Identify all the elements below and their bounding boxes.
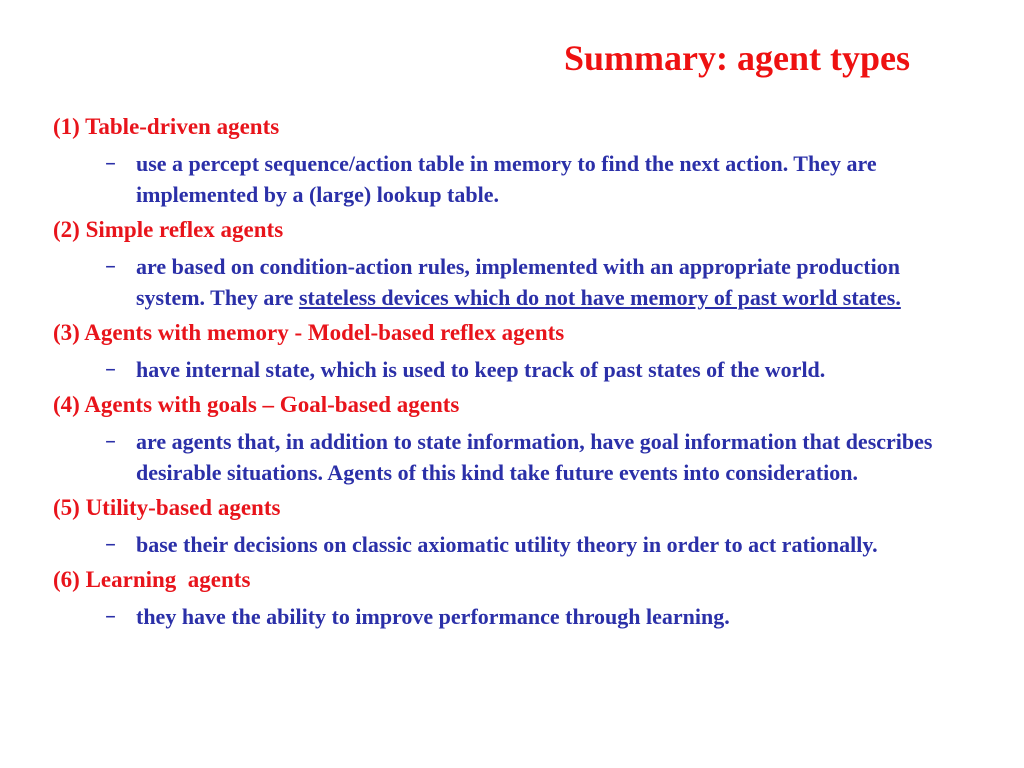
bullet-text: use a percept sequence/action table in memory to find the next action. They are implemented by a (large) lookup table. — [136, 151, 877, 207]
bullet-dash: – — [105, 151, 116, 176]
section-bullet — [53, 354, 973, 385]
section-goal-based — [53, 389, 973, 488]
bullet-text: are agents that, in addition to state information, have goal information that describes desirable situations. Agents of this kind take future events into consideration. — [136, 429, 933, 485]
section-bullet — [53, 529, 973, 560]
section-simple-reflex — [53, 214, 973, 313]
bullet-dash: – — [105, 429, 116, 454]
bullet-text: base their decisions on classic axiomatic utility theory in order to act rationally. — [136, 532, 878, 557]
bullet-dash: – — [105, 254, 116, 279]
section-heading: (6) Learning agents — [53, 567, 251, 592]
section-heading: (4) Agents with goals – Goal-based agents — [53, 392, 460, 417]
section-heading: (1) Table-driven agents — [53, 114, 280, 139]
section-bullet — [53, 426, 973, 488]
section-bullet — [53, 148, 973, 210]
section-learning — [53, 564, 973, 632]
bullet-text: are based on condition-action rules, implemented with an appropriate production system. They are — [136, 254, 900, 310]
section-model-based — [53, 317, 973, 385]
bullet-dash: – — [105, 604, 116, 629]
section-bullet — [53, 601, 973, 632]
section-heading: (3) Agents with memory - Model-based reflex agents — [53, 320, 565, 345]
bullet-text: they have the ability to improve performance through learning. — [136, 604, 730, 629]
section-heading: (2) Simple reflex agents — [53, 217, 284, 242]
slide-content — [53, 111, 973, 636]
section-heading: (5) Utility-based agents — [53, 495, 281, 520]
bullet-text: have internal state, which is used to keep track of past states of the world. — [136, 357, 826, 382]
bullet-underlined-text: stateless devices which do not have memory of past world states. — [298, 285, 901, 310]
section-bullet — [53, 251, 973, 313]
slide-title: Summary: agent types — [564, 38, 910, 78]
bullet-dash: – — [105, 357, 116, 382]
bullet-dash: – — [105, 532, 116, 557]
section-table-driven — [53, 111, 973, 210]
section-utility-based — [53, 492, 973, 560]
